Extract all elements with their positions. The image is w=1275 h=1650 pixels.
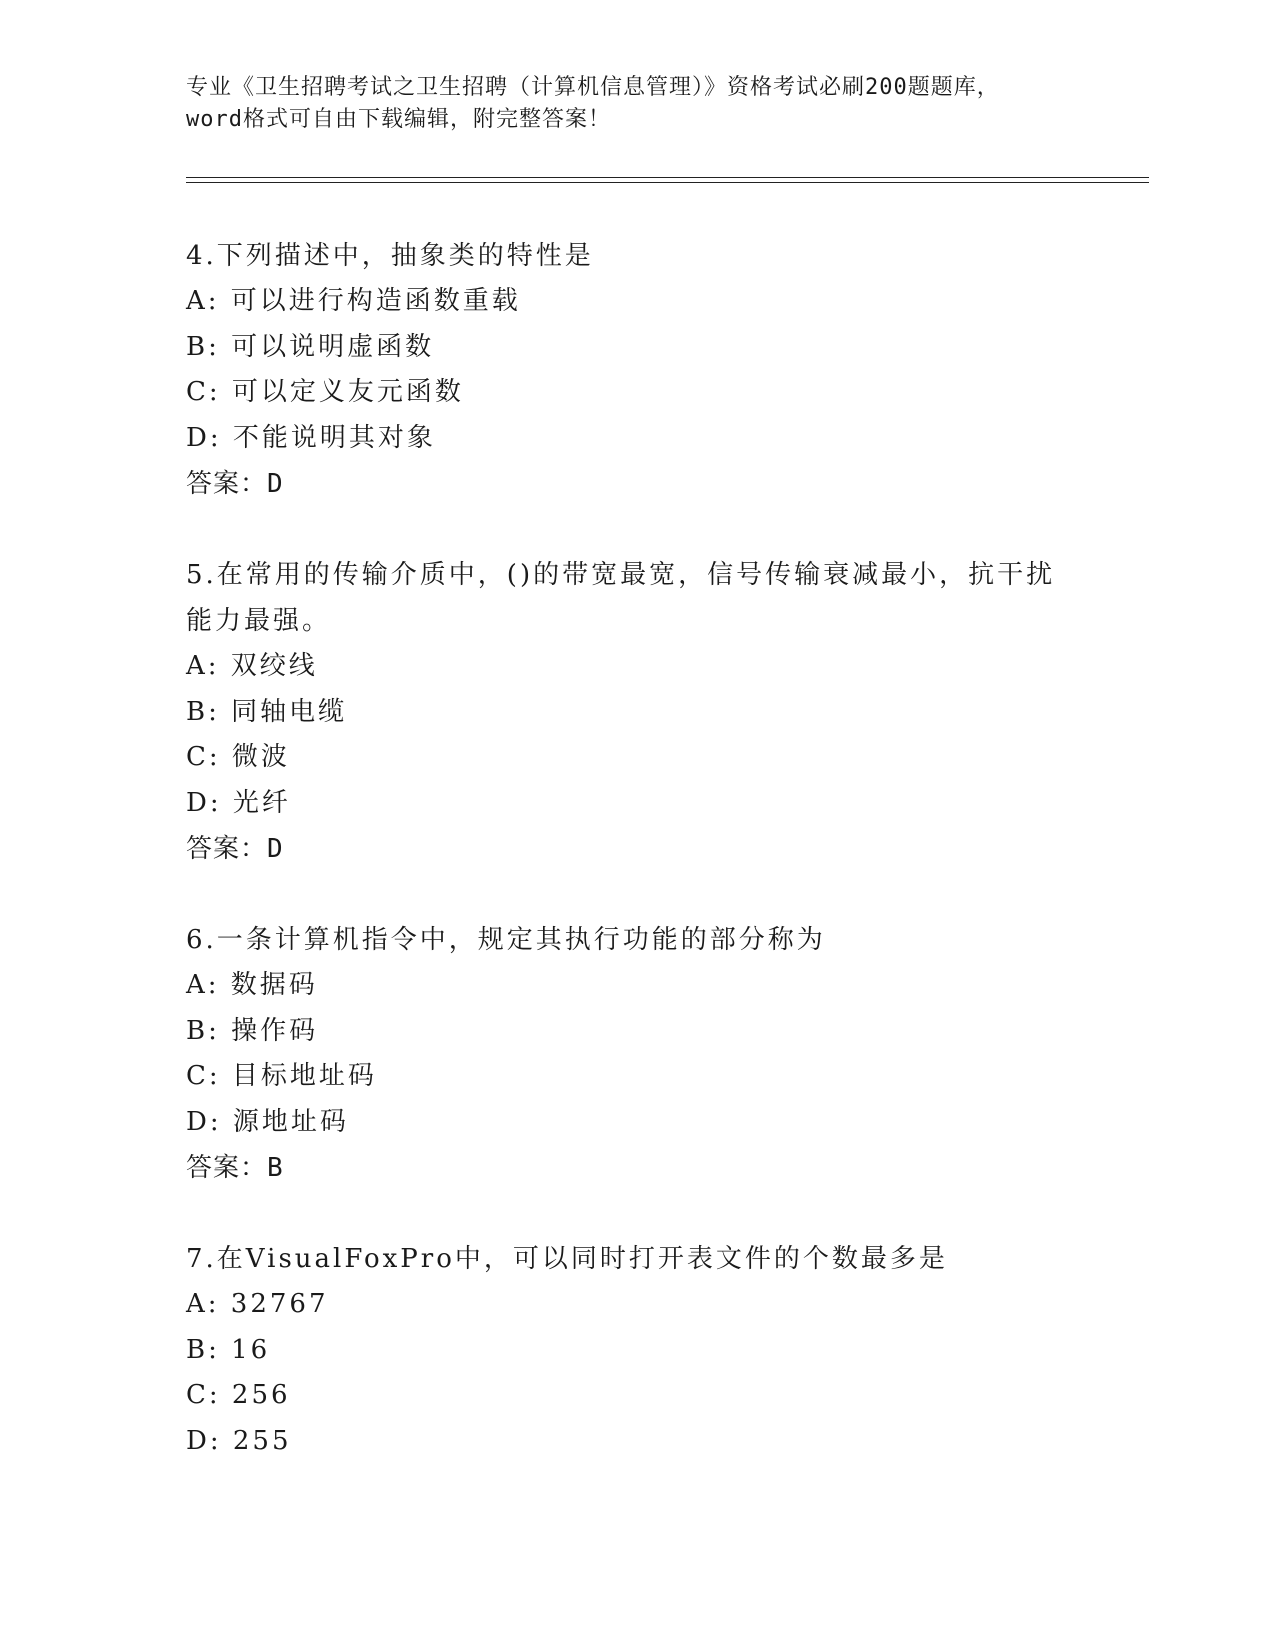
question-7 xyxy=(186,1236,1086,1464)
answer: 答案：D xyxy=(186,834,284,864)
option-c: C: 可以定义友元函数 xyxy=(186,377,464,407)
option-c: C: 微波 xyxy=(186,742,290,772)
option-c: C: 目标地址码 xyxy=(186,1061,377,1091)
option-a: A: 双绞线 xyxy=(186,651,318,681)
answer: 答案：D xyxy=(186,469,284,499)
question-4 xyxy=(186,233,1086,507)
question-stem: 4.下列描述中，抽象类的特性是 xyxy=(186,241,594,271)
header-line-1: 专业《卫生招聘考试之卫生招聘（计算机信息管理）》资格考试必刷200题题库， xyxy=(186,75,1000,100)
question-list xyxy=(186,233,1086,1509)
option-b: B: 同轴电缆 xyxy=(186,696,348,727)
document-header xyxy=(186,72,1086,136)
question-stem-line-2: 能力最强。 xyxy=(186,606,332,636)
question-stem: 7.在VisualFoxPro中，可以同时打开表文件的个数最多是 xyxy=(186,1244,948,1274)
option-a: A: 可以进行构造函数重载 xyxy=(186,286,521,316)
option-b: B: 16 xyxy=(186,1334,271,1365)
option-a: A: 数据码 xyxy=(186,970,318,1000)
question-stem: 6.一条计算机指令中，规定其执行功能的部分称为 xyxy=(186,925,826,955)
option-c: C: 256 xyxy=(186,1380,291,1410)
question-6 xyxy=(186,917,1086,1191)
answer: 答案：B xyxy=(186,1153,284,1183)
option-b: B: 可以说明虚函数 xyxy=(186,331,435,362)
option-d: D: 255 xyxy=(186,1425,292,1456)
question-stem-line-1: 5.在常用的传输介质中，()的带宽最宽，信号传输衰减最小，抗干扰 xyxy=(186,560,1056,590)
question-5 xyxy=(186,552,1086,872)
option-b: B: 操作码 xyxy=(186,1015,319,1046)
header-divider-top xyxy=(186,177,1149,178)
option-d: D: 不能说明其对象 xyxy=(186,422,436,453)
header-line-2: word格式可自由下载编辑，附完整答案！ xyxy=(186,107,611,132)
option-d: D: 源地址码 xyxy=(186,1106,349,1137)
option-d: D: 光纤 xyxy=(186,787,291,818)
header-divider-bottom xyxy=(186,182,1149,183)
option-a: A: 32767 xyxy=(186,1289,329,1319)
